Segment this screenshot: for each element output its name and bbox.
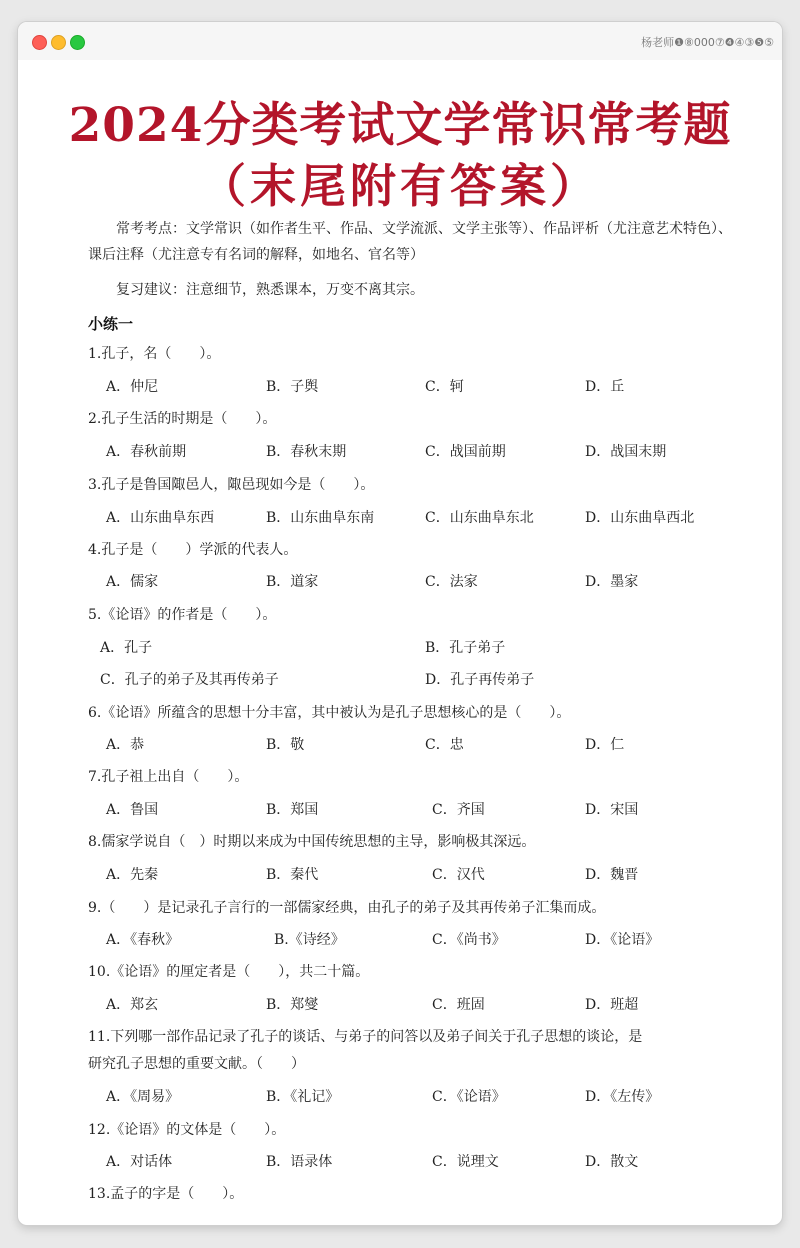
option-c: C．《论语》 xyxy=(432,1089,506,1105)
option-d: D．《左传》 xyxy=(585,1089,660,1105)
section-heading: 小练一 xyxy=(88,315,134,333)
option-a: A．仲尼 xyxy=(106,379,159,395)
option-d: D．孔子再传弟子 xyxy=(425,672,535,688)
option-a: A．春秋前期 xyxy=(106,444,187,460)
option-b: B.《诗经》 xyxy=(274,932,345,948)
question-text-continued: 研究孔子思想的重要文献。（ ） xyxy=(88,1056,305,1072)
option-c: C．轲 xyxy=(425,379,464,395)
question-text: 13.孟子的字是（ ）。 xyxy=(88,1186,244,1202)
option-a: A．儒家 xyxy=(106,574,159,590)
option-c: C．孔子的弟子及其再传弟子 xyxy=(100,672,279,688)
option-a: A．郑玄 xyxy=(106,997,159,1013)
intro-review-advice: 复习建议：注意细节，熟悉课本，万变不离其宗。 xyxy=(116,282,424,298)
option-c: C．汉代 xyxy=(432,867,485,883)
option-b: B．孔子弟子 xyxy=(425,640,506,656)
option-c: C．山东曲阜东北 xyxy=(425,510,534,526)
option-c: C．齐国 xyxy=(432,802,485,818)
option-d: D．散文 xyxy=(585,1154,639,1170)
option-b: B．语录体 xyxy=(266,1154,333,1170)
option-b: B．郑燮 xyxy=(266,997,319,1013)
document-window xyxy=(18,22,782,1225)
question-text: 9.（ ）是记录孔子言行的一部儒家经典，由孔子的弟子及其再传弟子汇集而成。 xyxy=(88,900,606,916)
question-text: 12.《论语》的文体是（ ）。 xyxy=(88,1122,286,1138)
option-a: A．《春秋》 xyxy=(106,932,180,948)
option-a: A．鲁国 xyxy=(106,802,159,818)
option-d: D．山东曲阜西北 xyxy=(585,510,695,526)
option-a: A．山东曲阜东西 xyxy=(106,510,215,526)
option-d: D．丘 xyxy=(585,379,625,395)
question-text: 8.儒家学说自（ ）时期以来成为中国传统思想的主导，影响极其深远。 xyxy=(88,834,536,850)
option-d: D．《论语》 xyxy=(585,932,660,948)
option-d: D．战国末期 xyxy=(585,444,667,460)
question-text: 7.孔子祖上出自（ ）。 xyxy=(88,769,249,785)
zoom-button[interactable] xyxy=(70,35,85,50)
option-b: B．秦代 xyxy=(266,867,319,883)
minimize-button[interactable] xyxy=(51,35,66,50)
option-d: D．魏晋 xyxy=(585,867,639,883)
option-d: D．班超 xyxy=(585,997,639,1013)
close-button[interactable] xyxy=(32,35,47,50)
question-text: 5.《论语》的作者是（ ）。 xyxy=(88,607,277,623)
option-d: D．墨家 xyxy=(585,574,639,590)
option-c: C．说理文 xyxy=(432,1154,499,1170)
watermark-text: 杨老师❶⑧000⑦❹④③❺⑤ xyxy=(641,36,774,49)
option-c: C．班固 xyxy=(432,997,485,1013)
option-c: C．《尚书》 xyxy=(432,932,506,948)
question-text: 1.孔子，名（ ）。 xyxy=(88,346,221,362)
option-c: C．忠 xyxy=(425,737,464,753)
question-text: 2.孔子生活的时期是（ ）。 xyxy=(88,411,277,427)
page-subtitle: （末尾附有答案） xyxy=(200,159,600,213)
option-c: C．法家 xyxy=(425,574,478,590)
page-title: 2024分类考试文学常识常考题 xyxy=(68,98,732,153)
option-b: B．敬 xyxy=(266,737,305,753)
option-a: A．对话体 xyxy=(106,1154,173,1170)
option-a: A．恭 xyxy=(106,737,145,753)
option-a: A．《周易》 xyxy=(106,1089,180,1105)
question-text: 6.《论语》所蕴含的思想十分丰富，其中被认为是孔子思想核心的是（ ）。 xyxy=(88,705,571,721)
option-d: D．宋国 xyxy=(585,802,639,818)
option-a: A．孔子 xyxy=(100,640,153,656)
option-b: B．《礼记》 xyxy=(266,1089,340,1105)
question-text: 10.《论语》的厘定者是（ ），共二十篇。 xyxy=(88,964,370,980)
option-a: A．先秦 xyxy=(106,867,159,883)
title-bar xyxy=(18,22,782,60)
option-b: B．郑国 xyxy=(266,802,319,818)
option-c: C．战国前期 xyxy=(425,444,506,460)
option-b: B．子舆 xyxy=(266,379,319,395)
question-text: 3.孔子是鲁国陬邑人，陬邑现如今是（ ）。 xyxy=(88,477,375,493)
option-d: D．仁 xyxy=(585,737,625,753)
question-text: 4.孔子是（ ）学派的代表人。 xyxy=(88,542,298,558)
option-b: B．春秋末期 xyxy=(266,444,347,460)
intro-key-points: 常考考点：文学常识（如作者生平、作品、文学流派、文学主张等）、作品评析（尤注意艺术特色）、课后注释（尤注意专有名词的解释，如地名、官名等） xyxy=(88,221,732,263)
question-text: 11.下列哪一部作品记录了孔子的谈话、与弟子的问答以及弟子间关于孔子思想的谈论，是 xyxy=(88,1029,643,1045)
option-b: B．山东曲阜东南 xyxy=(266,510,375,526)
option-b: B．道家 xyxy=(266,574,319,590)
